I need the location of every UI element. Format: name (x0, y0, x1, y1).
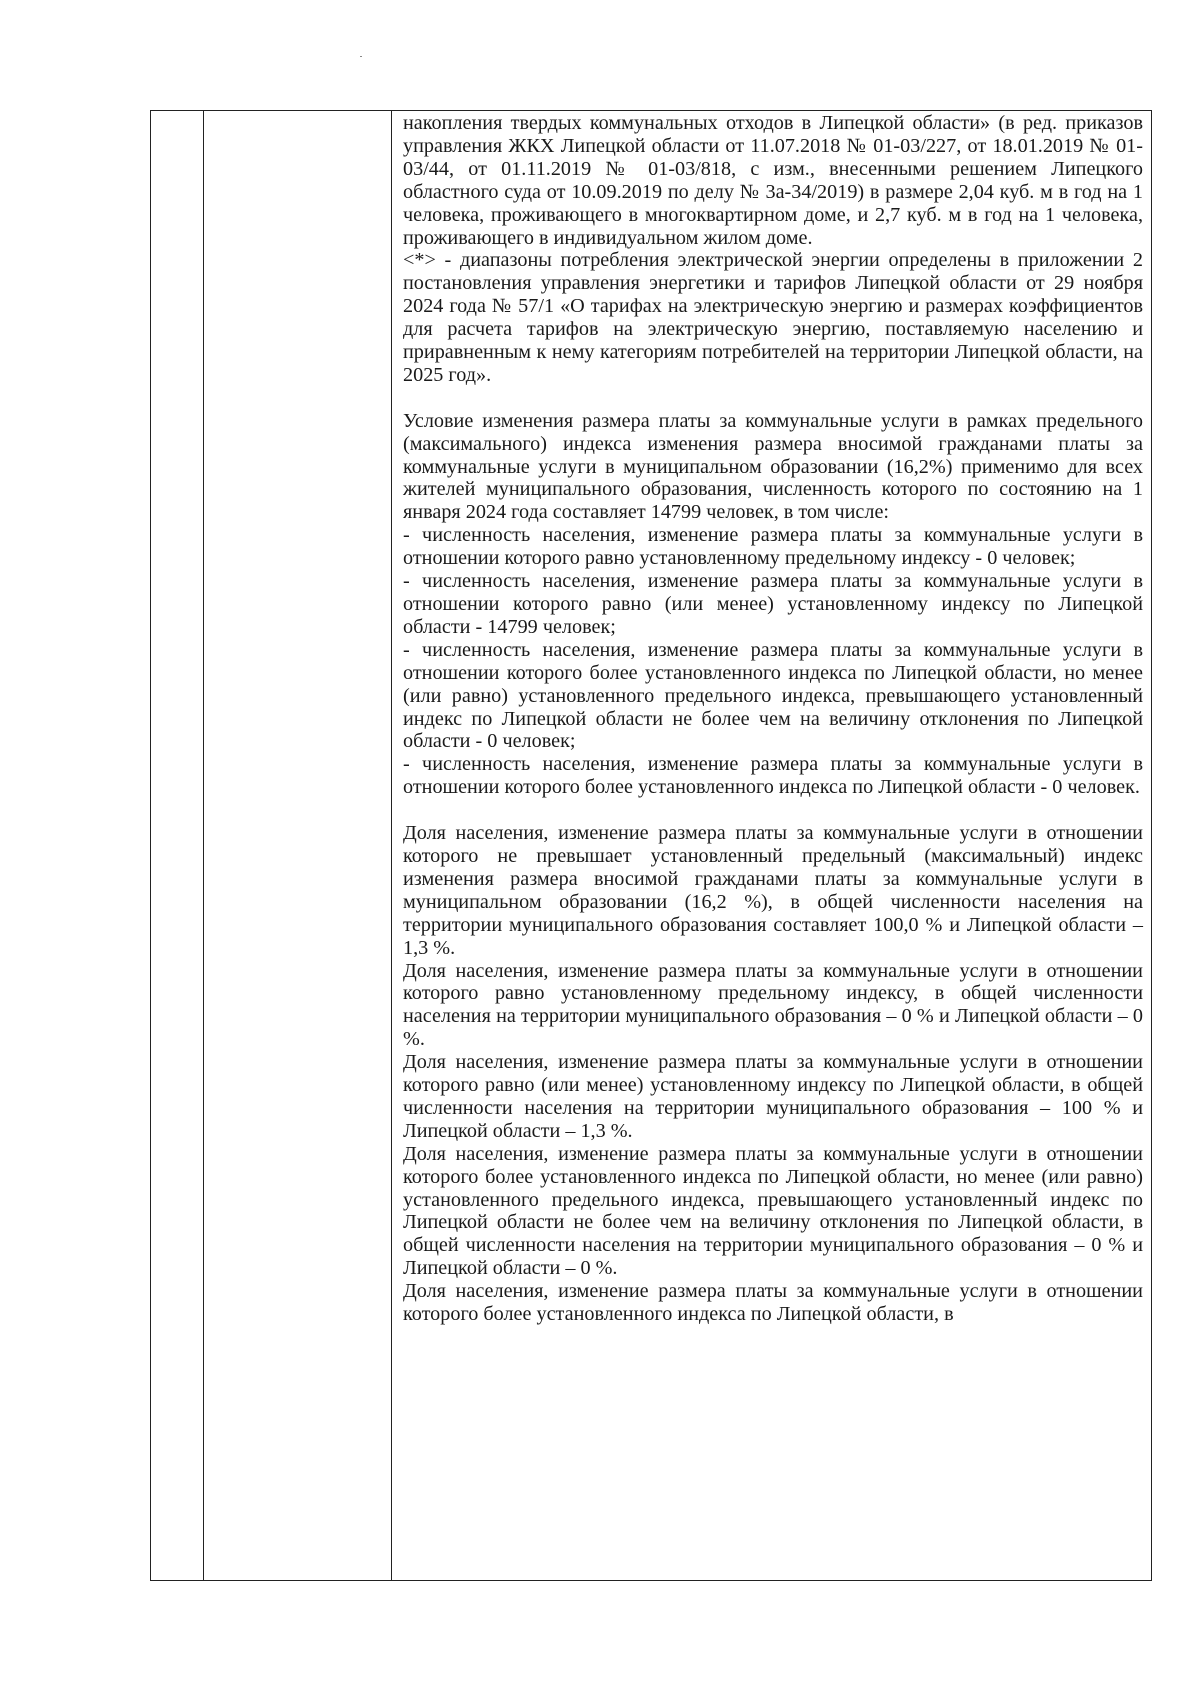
paragraph: Доля населения, изменение размера платы за коммунальные услуги в отношении которого более установленного индекса по Липецкой области, в (403, 1280, 1143, 1326)
paragraph-gap (403, 799, 1143, 822)
paragraph: Условие изменения размера платы за коммунальные услуги в рамках предельного (максимального) индекса изменения размера вносимой гражданами платы за коммунальные услуги в муниципальном образовании (16,2%) применимо для всех жителей муниципального образования, численность которого по состоянию на 1 января 2024 года составляет 14799 человек, в том числе: (403, 409, 1143, 524)
paragraph: - численность населения, изменение размера платы за коммунальные услуги в отношении которого более установленного индекса по Липецкой области - 0 человек. (403, 753, 1143, 799)
paragraph: Доля населения, изменение размера платы за коммунальные услуги в отношении которого не превышает установленный предельный (максимальный) индекс изменения размера вносимой гражданами платы за коммунальные услуги в муниципальном образовании (16,2 %), в общей численности населения на территории муниципального образования составляет 100,0 % и Липецкой области – 1,3 %. (403, 822, 1143, 959)
paragraph: Доля населения, изменение размера платы за коммунальные услуги в отношении которого более установленного индекса по Липецкой области, но менее (или равно) установленного предельного индекса, превышающего установленный индекс по Липецкой области не более чем на величину отклонения по Липецкой области, в общей численности населения на территории муниципального образования – 0 % и Липецкой области – 0 %. (403, 1142, 1143, 1280)
paragraph: Доля населения, изменение размера платы за коммунальные услуги в отношении которого равно (или менее) установленному индексу по Липецкой области, в общей численности населения на территории муниципального образования – 100 % и Липецкой области – 1,3 %. (403, 1051, 1143, 1142)
paragraph: Доля населения, изменение размера платы за коммунальные услуги в отношении которого равно установленному предельному индексу, в общей численности населения на территории муниципального образования – 0 % и Липецкой области – 0 %. (403, 959, 1143, 1051)
scan-artifact (360, 56, 362, 57)
paragraph: - численность населения, изменение размера платы за коммунальные услуги в отношении которого равно (или менее) установленному индексу по Липецкой области - 14799 человек; (403, 570, 1143, 638)
document-table (150, 110, 1152, 1581)
table-column-divider-2 (391, 111, 392, 1580)
paragraph-gap (403, 387, 1143, 410)
table-cell-content (403, 112, 1143, 1326)
paragraph: <*> - диапазоны потребления электрической энергии определены в приложении 2 постановления управления энергетики и тарифов Липецкой области от 29 ноября 2024 года № 57/1 «О тарифах на электрическую энергию и размерах коэффициентов для расчета тарифов на электрическую энергию, поставляемую населению и приравненным к нему категориям потребителей на территории Липецкой области, на 2025 год». (403, 249, 1143, 386)
table-column-divider-1 (203, 111, 204, 1580)
paragraph: накопления твердых коммунальных отходов в Липецкой области» (в ред. приказов управления ЖКХ Липецкой области от 11.07.2018 № 01-03/227, от 18.01.2019 № 01-03/44, от 01.11.2019 № 01-03/818, с изм., внесенными решением Липецкого областного суда от 10.09.2019 по делу № 3а-34/2019) в размере 2,04 куб. м в год на 1 человека, проживающего в многоквартирном доме, и 2,7 куб. м в год на 1 человека, проживающего в индивидуальном жилом доме. (403, 112, 1143, 249)
paragraph: - численность населения, изменение размера платы за коммунальные услуги в отношении которого более установленного индекса по Липецкой области, но менее (или равно) установленного предельного индекса, превышающего установленный индекс по Липецкой области не более чем на величину отклонения по Липецкой области - 0 человек; (403, 638, 1143, 753)
paragraph: - численность населения, изменение размера платы за коммунальные услуги в отношении которого равно установленному предельному индексу - 0 человек; (403, 524, 1143, 570)
